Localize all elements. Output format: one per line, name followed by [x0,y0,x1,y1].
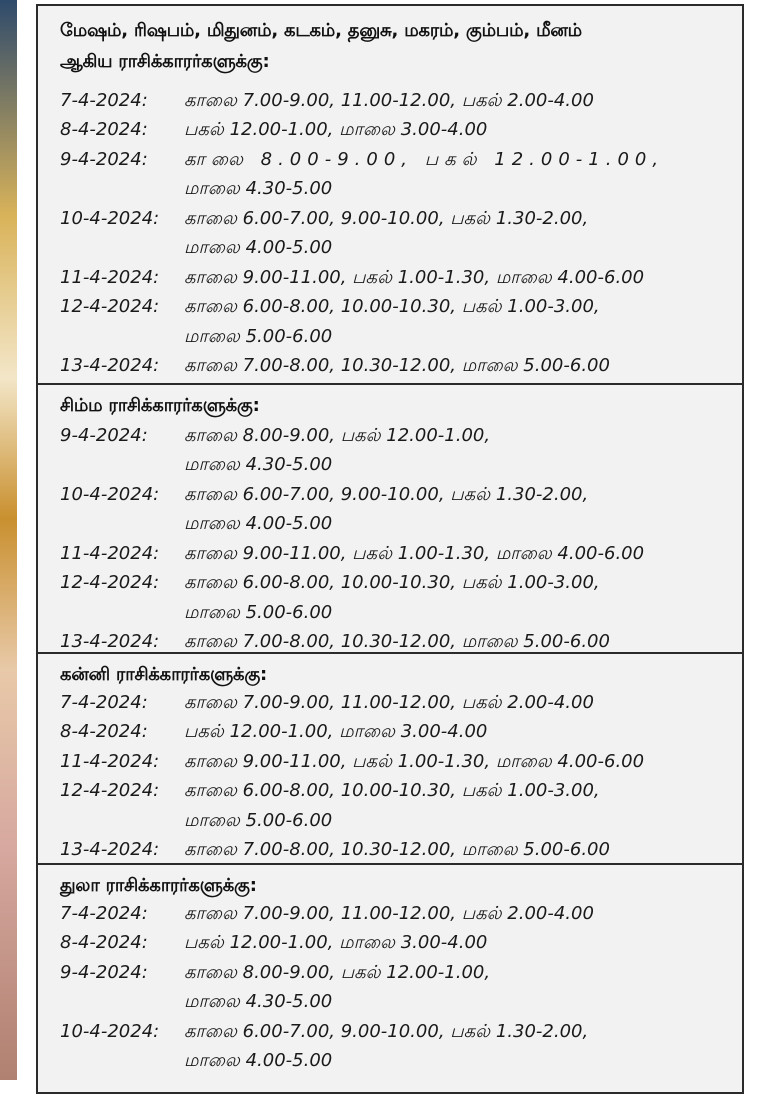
table-row [38,962,742,991]
row-times: காலை 6.00-8.00, 10.00-10.30, பகல் 1.00-3.00, [184,296,600,317]
table-row [38,90,742,119]
row-date: 13-4-2024: [60,631,160,652]
section-simha [38,383,742,652]
row-date: 9-4-2024: [60,425,148,446]
row-times: காலை 7.00-9.00, 11.00-12.00, பகல் 2.00-4.00 [184,692,594,713]
table-row-cont [38,454,742,483]
row-date: 10-4-2024: [60,208,160,229]
row-times: காலை 6.00-7.00, 9.00-10.00, பகல் 1.30-2.00, [184,208,589,229]
table-row-cont [38,237,742,266]
table-row [38,484,742,513]
schedule-table [36,4,744,1094]
row-date: 13-4-2024: [60,355,160,376]
row-date: 11-4-2024: [60,543,160,564]
row-times: காலை 6.00-8.00, 10.00-10.30, பகல் 1.00-3.00, [184,572,600,593]
row-times: காலை 6.00-7.00, 9.00-10.00, பகல் 1.30-2.00, [184,484,589,505]
row-date: 10-4-2024: [60,1021,160,1042]
row-times: காலை 9.00-11.00, பகல் 1.00-1.30, மாலை 4.00-6.00 [184,751,645,772]
table-row [38,208,742,237]
row-date: 7-4-2024: [60,692,148,713]
row-date: 8-4-2024: [60,721,148,742]
row-times: காலை 8.00-9.00, பகல் 12.00-1.00, [184,149,665,170]
row-times: காலை 9.00-11.00, பகல் 1.00-1.30, மாலை 4.00-6.00 [184,543,645,564]
section-heading: துலா ராசிக்காரர்களுக்கு: [60,875,257,896]
background-image-strip [0,0,17,1080]
row-times: காலை 7.00-8.00, 10.30-12.00, மாலை 5.00-6.00 [184,631,610,652]
table-row [38,355,742,384]
row-times: காலை 7.00-8.00, 10.30-12.00, மாலை 5.00-6.00 [184,355,610,376]
table-row [38,543,742,572]
row-times-cont: மாலை 5.00-6.00 [184,326,333,347]
row-times: காலை 7.00-9.00, 11.00-12.00, பகல் 2.00-4.00 [184,903,594,924]
row-times: காலை 7.00-8.00, 10.30-12.00, மாலை 5.00-6.00 [184,839,610,860]
table-row [38,572,742,601]
row-date: 11-4-2024: [60,751,160,772]
row-date: 12-4-2024: [60,296,160,317]
table-row [38,692,742,721]
row-times: பகல் 12.00-1.00, மாலை 3.00-4.00 [184,932,488,953]
row-times-cont: மாலை 4.30-5.00 [184,991,333,1012]
row-times-cont: மாலை 4.00-5.00 [184,1050,333,1071]
row-date: 7-4-2024: [60,90,148,111]
section-group-main [38,6,742,383]
row-times: காலை 7.00-9.00, 11.00-12.00, பகல் 2.00-4.00 [184,90,594,111]
row-date: 12-4-2024: [60,572,160,593]
row-date: 12-4-2024: [60,780,160,801]
row-date: 8-4-2024: [60,932,148,953]
row-times: பகல் 12.00-1.00, மாலை 3.00-4.00 [184,119,488,140]
section-heading: கன்னி ராசிக்காரர்களுக்கு: [60,664,268,685]
row-date: 11-4-2024: [60,267,160,288]
table-row-cont [38,326,742,355]
table-row [38,780,742,809]
row-date: 10-4-2024: [60,484,160,505]
table-row [38,425,742,454]
table-row [38,932,742,961]
row-times: பகல் 12.00-1.00, மாலை 3.00-4.00 [184,721,488,742]
table-row-cont [38,602,742,631]
table-row [38,1021,742,1050]
row-date: 8-4-2024: [60,119,148,140]
table-row-cont [38,513,742,542]
table-row-cont [38,1050,742,1079]
row-times-cont: மாலை 5.00-6.00 [184,602,333,623]
table-row [38,721,742,750]
row-date: 9-4-2024: [60,962,148,983]
row-times: காலை 9.00-11.00, பகல் 1.00-1.30, மாலை 4.00-6.00 [184,267,645,288]
table-row-cont [38,178,742,207]
section-heading: மேஷம், ரிஷபம், மிதுனம், கடகம், தனுசு, மகரம், கும்பம், மீனம் [60,20,582,41]
table-row [38,267,742,296]
table-row [38,903,742,932]
table-row [38,751,742,780]
row-times-cont: மாலை 4.30-5.00 [184,454,333,475]
row-times: காலை 6.00-7.00, 9.00-10.00, பகல் 1.30-2.00, [184,1021,589,1042]
table-row-cont [38,810,742,839]
table-row [38,149,742,178]
row-times-cont: மாலை 4.00-5.00 [184,513,333,534]
row-times: காலை 8.00-9.00, பகல் 12.00-1.00, [184,425,491,446]
table-row-cont [38,991,742,1020]
row-times-cont: மாலை 4.30-5.00 [184,178,333,199]
row-times-cont: மாலை 5.00-6.00 [184,810,333,831]
section-thula [38,863,742,1103]
row-times: காலை 8.00-9.00, பகல் 12.00-1.00, [184,962,491,983]
section-kanni [38,652,742,863]
section-heading: சிம்ம ராசிக்காரர்களுக்கு: [60,395,260,416]
row-date: 7-4-2024: [60,903,148,924]
table-row [38,119,742,148]
row-date: 13-4-2024: [60,839,160,860]
row-date: 9-4-2024: [60,149,148,170]
row-times-cont: மாலை 4.00-5.00 [184,237,333,258]
row-times: காலை 6.00-8.00, 10.00-10.30, பகல் 1.00-3.00, [184,780,600,801]
section-heading-cont: ஆகிய ராசிக்காரர்களுக்கு: [60,51,270,72]
table-row [38,296,742,325]
